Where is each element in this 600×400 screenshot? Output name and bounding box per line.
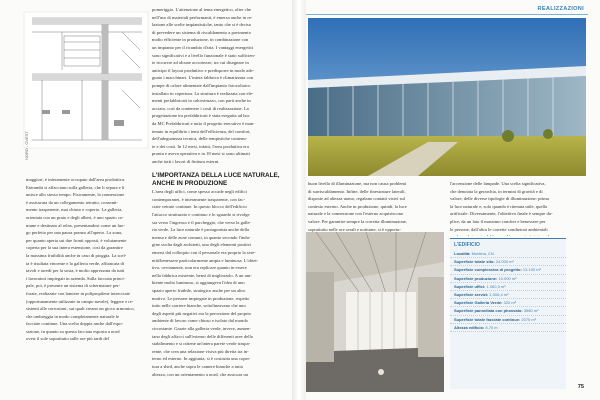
info-row <box>450 283 566 291</box>
text-line: di surriscaldamento. Infine, delle finestrature laterali, <box>308 188 406 194</box>
info-row <box>450 316 566 324</box>
info-row <box>450 291 566 299</box>
text-line: tavoli e arredi per la sosta, è molto apprezzata da tutti <box>26 268 125 274</box>
text-line: guato i macchinari. L'intera fabbrica è climatizzata con <box>152 75 254 81</box>
text-line: nità/benessere particolarmente ampia e luminosa. L'obiet- <box>152 257 259 263</box>
text-line: dell'adeguatezza tecnica, delle tempistiche contenu- <box>152 136 248 142</box>
info-label: Superficie Galleria Verde: <box>454 300 503 306</box>
text-line: mensa e delle zone comuni, in quanto secondo l'indu- <box>152 234 251 240</box>
section-heading: L'IMPORTANZA DELLA LUCE NATURALE, ANCHE IN PRODUZIONE <box>152 172 280 187</box>
text-line: lazione alle scelte impiantistiche, tanto che si è deciso <box>152 22 252 28</box>
text-line: per quanto aperta sui due fronti opposti, è volutamente <box>26 237 127 243</box>
info-label: Superficie pannellata con phosvato: <box>454 308 523 314</box>
text-line: l'attacco strutturato e continuo e lo sguardo si rivolge <box>152 212 250 218</box>
elevation-drawing <box>22 10 150 150</box>
text-line: sono significativi e a livello funzionale è stato sufficien- <box>152 52 256 58</box>
text-line: da MC Prefabbricati e tutto il progetto esecutivo è man- <box>152 120 255 126</box>
building-info-box <box>450 238 566 389</box>
interior-photo <box>306 232 444 392</box>
info-row <box>450 250 566 258</box>
text-line <box>450 233 585 236</box>
text-line: coperta per la sua intera estensione, così da garantire <box>26 245 123 251</box>
text-line: di prevedere un sistema di riscaldamento a pavimento <box>152 29 251 35</box>
text-line: le persone, dall'altra le corrette condizioni ambientali <box>450 226 548 232</box>
text-line: plice, da un lato il massimo comfort e benessere per <box>450 218 546 224</box>
info-value: 3580 m² <box>523 308 539 314</box>
info-row <box>450 258 566 266</box>
text-line: contesto esterno. Anche in produzione, quindi, la luce <box>308 203 407 209</box>
text-line: te e dei costi. In 12 mesi, infatti, l'area produttiva era <box>152 143 249 149</box>
info-value: 13.100 m² <box>522 267 541 273</box>
text-line: te ricorrere ad alcune accortezze, tra cui disegnare in <box>152 60 249 66</box>
text-line: circostante. Grazie alla galleria verde, invece, aumen- <box>152 325 251 331</box>
text-line: (opportunamente utilizzate in campo navale), leggere e re- <box>26 298 134 304</box>
text-line: forate, realizzate con lamiere in polipropilene intrecciate <box>26 290 130 296</box>
info-value: 10.000 m² <box>498 275 517 281</box>
text-line: pompe di calore alimentate dall'impianto fotovoltaico <box>152 82 251 88</box>
text-line: che ombreggia in modo completamente naturale le <box>26 313 120 319</box>
info-row <box>450 275 566 283</box>
text-line: progettazione tra prefabbricati è stata eseguita ad hoc <box>152 113 250 119</box>
text-line: naturale e la connessione con l'esterno acquisiscono <box>308 211 404 217</box>
text-line: maggiori, è interamente occupato dall'area produttiva. <box>26 177 126 182</box>
text-line: i lavoratori impiegati in azienda. Sulla facciata princi- <box>26 275 126 281</box>
text-line: ta è risultata vincente e la galleria verde, affiancata di <box>26 260 125 266</box>
info-value: 1.006,4 m² <box>489 292 509 298</box>
text-line: un impianto per il ricambio d'aria. I vantaggi energetici <box>152 44 254 50</box>
text-line: gine svolta dagli architetti, uno degli elementi positivi <box>152 242 252 248</box>
section-drawing-svg <box>22 10 150 150</box>
text-line: go perfetto per una pausa pranzo all'aperto. La zona, <box>26 230 123 236</box>
text-line: valore, delle diverse tipologie di illuminazione: prima <box>450 196 549 202</box>
text-line: buon livello di illuminazione, ma non causa problemi <box>308 181 407 186</box>
text-line: contemporanei, è interamente trasparente, con fac- <box>152 196 245 202</box>
text-line: pale, poi, è presente un sistema di schermature per- <box>26 283 121 289</box>
text-line: terno ed esterno. In aggiunta, si è costruita una coper- <box>152 356 251 362</box>
text-line: installato in copertura. La struttura è realizzata con ele- <box>152 90 254 96</box>
text-line: Entrambi si affacciano sulla galleria, che li separa e li <box>26 184 125 190</box>
text-line: facciate continue. Una scelta doppia anche dall'espo- <box>26 321 124 327</box>
text-line: ria verde. La luce naturale è protagonista anche della <box>152 227 250 233</box>
text-line: tivo, ovviamente, non era replicare quanto in essere <box>152 265 247 271</box>
text-line: nella fabbrica esistente, bensì di migliorarlo. A un am- <box>152 272 252 278</box>
text-line: nell'uso di materiali performanti, è emersa anche in re- <box>152 14 253 20</box>
page-number: 75 <box>577 384 584 390</box>
text-line: spazio aperto fruibile, strategico anche per un altro <box>152 287 246 293</box>
info-value: 24.000 m² <box>495 259 514 265</box>
text-line: anche tutti i lavori di finitura esterni. <box>152 158 220 164</box>
text-line: tura a shed, anche sopra le camere bianche a tutta <box>152 363 243 369</box>
page-gutter <box>292 0 306 400</box>
text-line: tano degli affacci sull'esterno delle differenti aree dello <box>152 333 254 339</box>
text-line: motivo. Le persone impiegate in produzione, rispetto <box>152 295 250 301</box>
text-line: biente molto luminoso, si aggiungeva l'idea di uno <box>152 280 245 286</box>
text-line: che denotata la gerarchia, in termini di gravità e di <box>450 188 543 194</box>
text-line: l'accensione delle lampade. Una scelta significativa, <box>450 181 546 186</box>
text-line: rente, che crea una relazione visiva più diretta tra in- <box>152 348 249 354</box>
info-value: 1.060,3 m² <box>486 283 506 289</box>
text-line: valore. Per garantire sempre la corretta illuminazione, <box>308 218 407 224</box>
drawing-label <box>24 131 29 160</box>
info-label: Superficie servizi: <box>454 292 489 298</box>
info-row <box>450 324 566 332</box>
info-value: Montina, CN <box>471 251 494 256</box>
text-line: sizione, in quanto su questa facciata esposta a nord <box>26 328 120 334</box>
text-line: acciaio, così da contenere i costi di realizzazione. La <box>152 105 249 111</box>
text-line: artificiale. Diversamente, l'obiettivo finale è sempre du- <box>450 211 553 217</box>
header-rule <box>306 14 588 15</box>
text-column-middle <box>152 6 284 398</box>
text-line: tutto nelle carriere bianche, sottolineavano che uno <box>152 303 246 309</box>
info-value: 8,70 m <box>485 324 498 330</box>
text-line: ambiente di lavoro come chiuso e isolato dal mondo <box>152 318 248 324</box>
text-line: mento trasparente, mai chiuso e coperto. La galleria, <box>26 207 123 213</box>
text-line: altezza, con un orientamento a nord, che assicura un <box>152 371 248 377</box>
text-line: è assicurata da un collegamento retratto, consenti- <box>26 199 118 205</box>
text-column-left <box>26 176 146 396</box>
text-line: mune e destinato al relax, presentandosi come un luo- <box>26 222 125 228</box>
info-row <box>450 266 566 274</box>
text-line: pomeriggio. L'attenzione al tema energetico, oltre che <box>152 7 251 12</box>
text-line: molto efficiente in produzione, in combinazione con <box>152 37 249 43</box>
text-line: L'area degli uffici, come spesso accade negli edifici <box>152 189 247 195</box>
text-line: sia verso l'ingresso e il parcheggio, che verso la galle- <box>152 219 252 225</box>
info-box-title: L'EDIFICIO <box>454 242 480 248</box>
text-line: stabilimento e si ottiene un'intera parete verde traspa- <box>152 341 251 347</box>
text-column-right-b <box>450 180 585 236</box>
info-label: Superficie totale sito: <box>454 259 495 265</box>
text-line: menti prefabbricati in calcestruzzo, con parti anche in <box>152 98 251 104</box>
text-line: orientata con un prato e degli alberi, è uno spazio co- <box>26 214 124 220</box>
info-label: Superficie complessiva di progetto: <box>454 267 522 273</box>
interior-photo-svg <box>306 232 444 392</box>
info-label: Superficie uffici: <box>454 283 486 289</box>
text-line: degli aspetti più negativi era la percezione del proprio <box>152 310 251 316</box>
facade-photo-svg <box>308 18 586 176</box>
info-row <box>450 307 566 315</box>
text-line: unisce allo stesso tempo. Fisicamente, la connessione <box>26 192 125 198</box>
info-label: Superficie totale facciate continue: <box>454 316 521 322</box>
drawing-label-text: NORD - OVEST <box>24 131 29 160</box>
text-line: emersi dal colloquio con il personale era proprio la sere- <box>152 250 256 255</box>
text-line: pronta e aveva operativa e in 18 mesi si sono ultimati <box>152 151 250 157</box>
info-value: 2075 m² <box>521 316 537 322</box>
text-line: ovest il sole soprattutto sulle ore più tardi del <box>26 336 109 342</box>
info-row <box>450 299 566 307</box>
section-title: REALIZZAZIONI <box>537 6 584 12</box>
text-line: ciate vetrate continue. In questo blocco dell'edificio <box>152 204 247 210</box>
facade-photo <box>308 18 586 176</box>
text-line: disposte ad altezza uomo, regalano contatti visivi sul <box>308 196 405 202</box>
text-line: anticipo il layout produttivo e predisporre in modo ade- <box>152 67 255 73</box>
text-line: sistenti alle corrosioni, sui quali creano un gioco armonico, <box>26 306 135 312</box>
info-label: Altezza edificio: <box>454 324 485 330</box>
text-line: la massima fruibilità anche in caso di pioggia. La scel- <box>26 252 127 258</box>
info-label: Superficie produzione: <box>454 275 498 281</box>
info-label: Località: <box>454 251 471 256</box>
info-value: 320 m² <box>503 300 517 306</box>
text-line: la luce naturale e, solo quando è ritenuta utile, quella <box>450 203 548 209</box>
text-line: tenuto in equilibrio i temi dell'efficienza, del comfort, <box>152 128 251 134</box>
text-line: soprattutto nelle ore serali e notturne, si è opportu- <box>308 226 401 232</box>
